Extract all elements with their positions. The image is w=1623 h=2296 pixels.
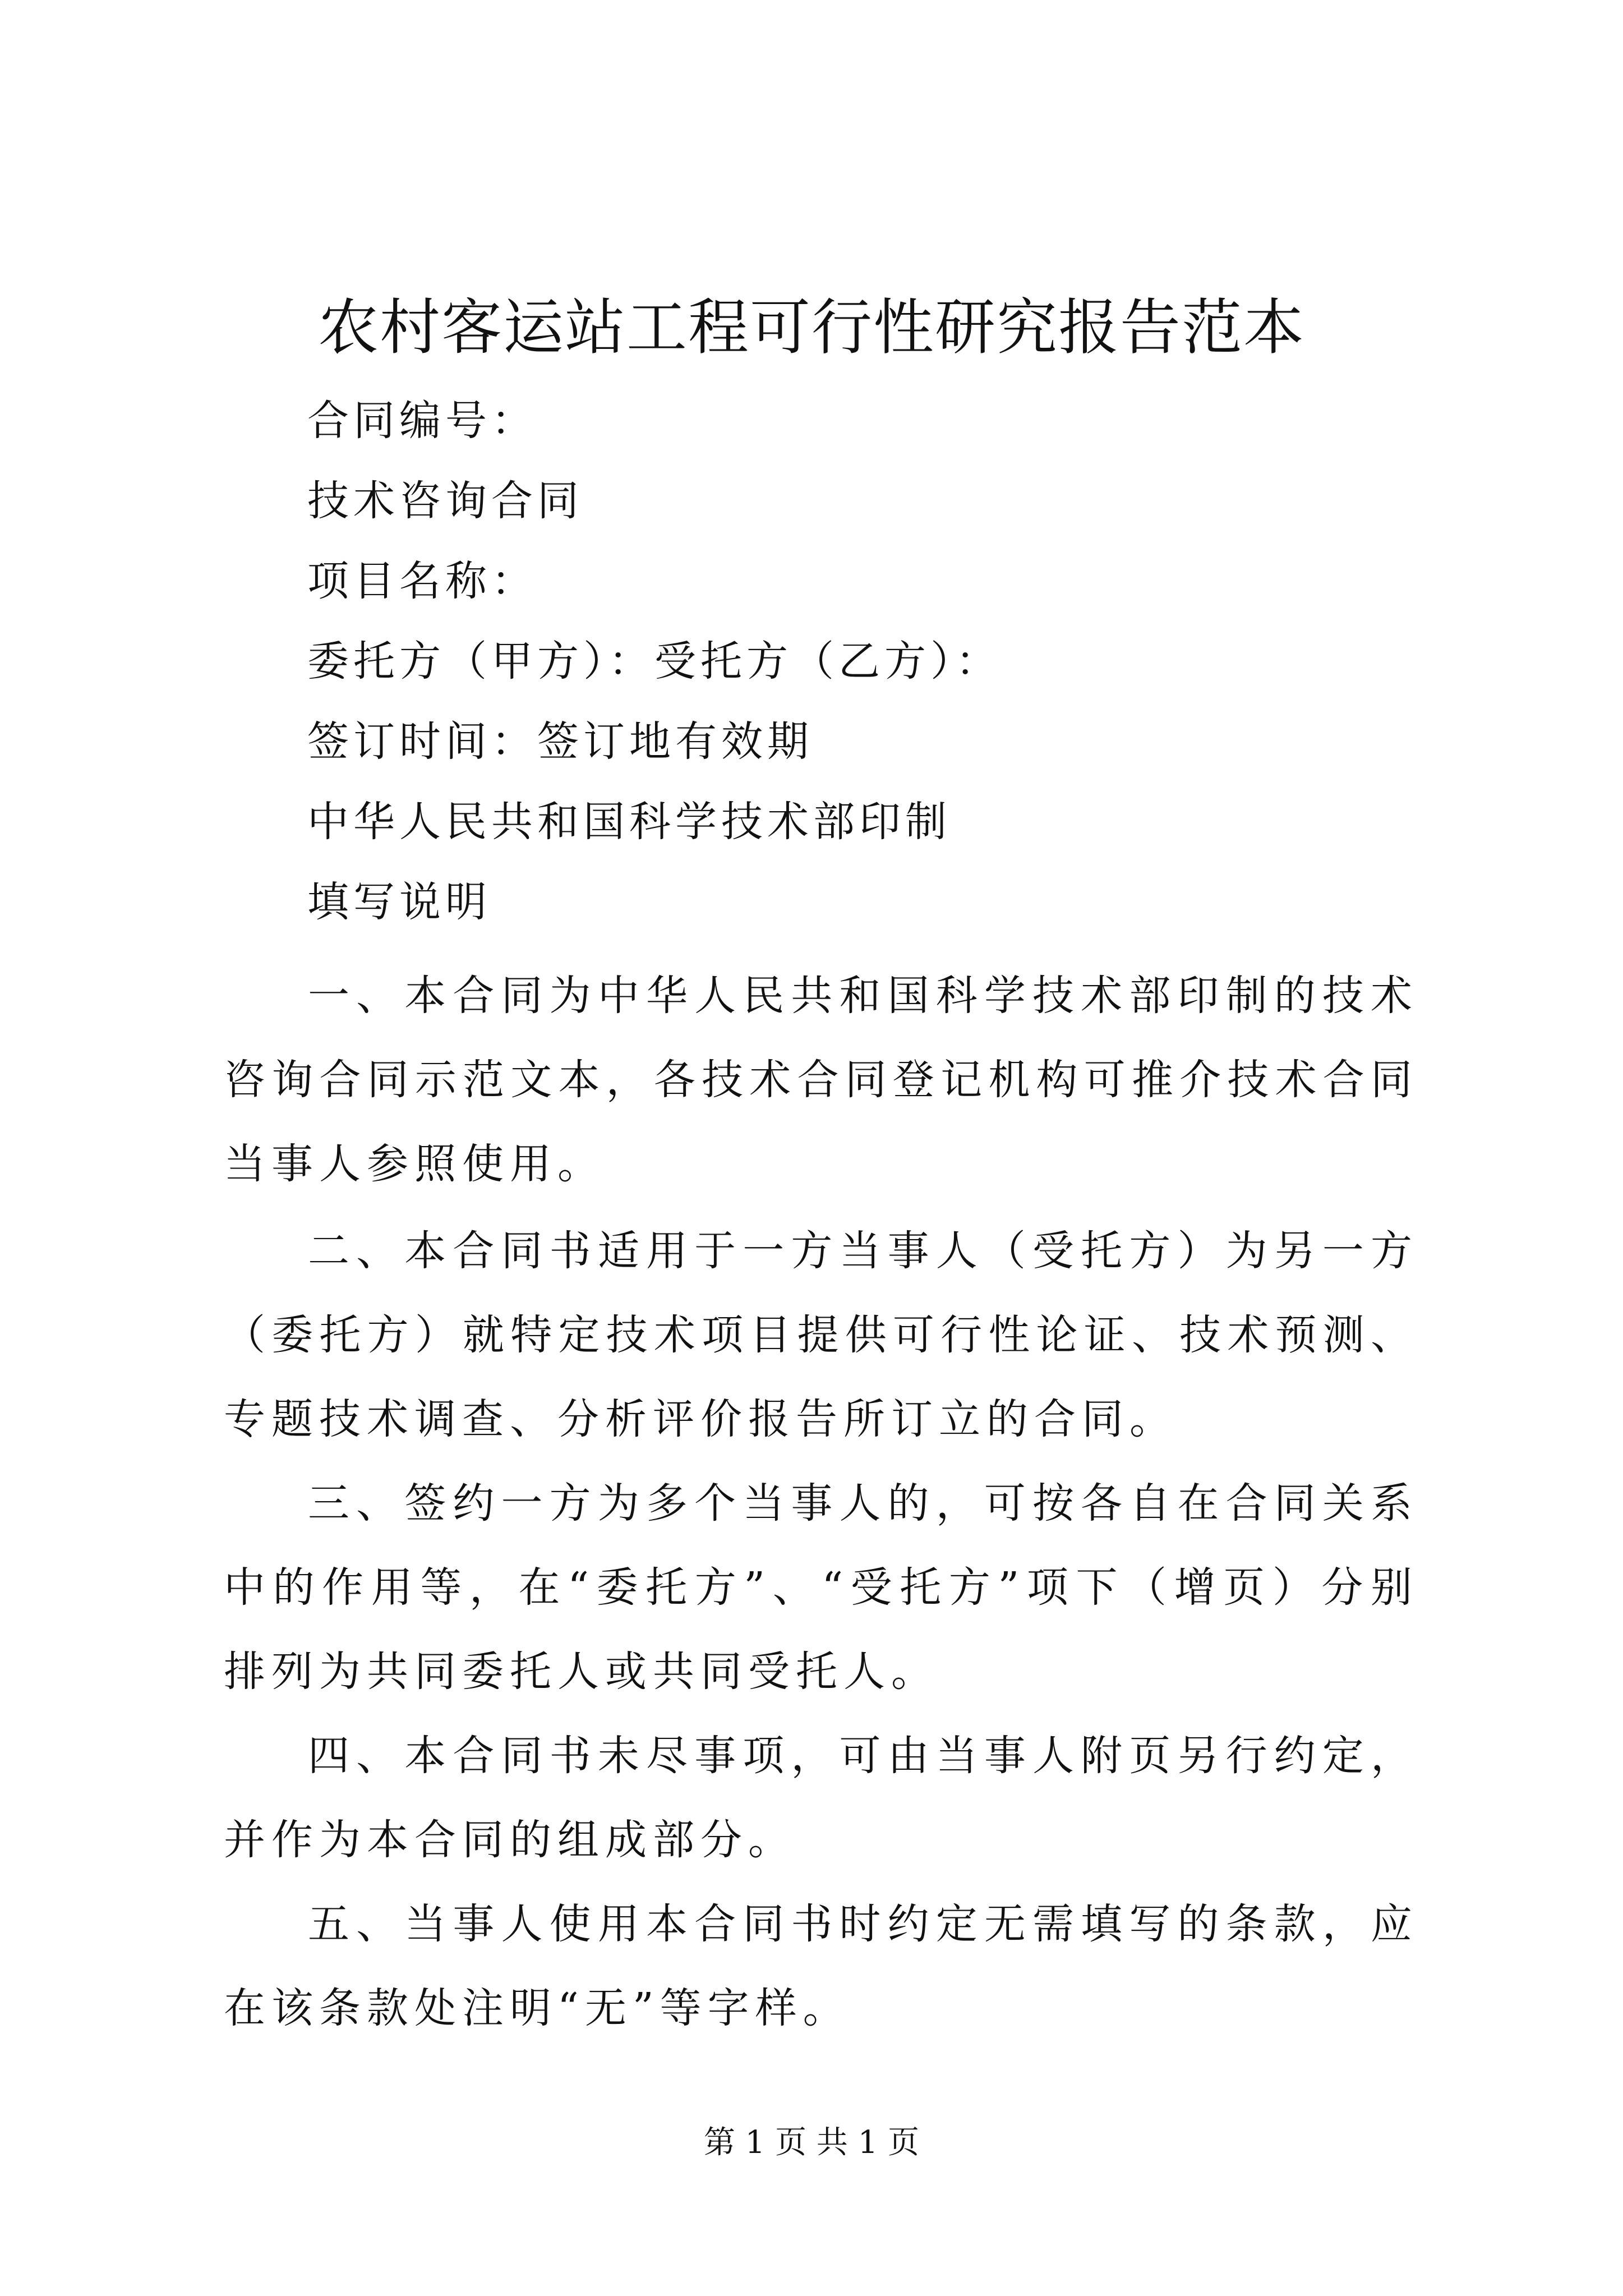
- page-footer: 第 1 页 共 1 页: [703, 2124, 920, 2161]
- contract-number-label: 合同编号：: [307, 397, 537, 445]
- instruction-paragraph-3: 三、签约一方为多个当事人的，可按各自在合同关系中的作用等，在“委托方”、“受托方”项下（增页）分别排列为共同委托人或共同受托人。: [224, 1479, 1418, 1696]
- contract-type-line: 技术咨询合同: [307, 477, 583, 525]
- instruction-paragraph-2: 二、本合同书适用于一方当事人（受托方）为另一方（委托方）就特定技术项目提供可行性论证、技术预测、专题技术调查、分析评价报告所订立的合同。: [224, 1227, 1418, 1443]
- signing-info-line: 签订时间：签订地有效期: [307, 717, 813, 766]
- parties-line: 委托方（甲方）：受托方（乙方）：: [307, 637, 1002, 685]
- document-title: 农村客运站工程可行性研究报告范本: [317, 293, 1305, 363]
- instruction-paragraph-4: 四、本合同书未尽事项，可由当事人附页另行约定，并作为本合同的组成部分。: [224, 1732, 1418, 1864]
- project-name-label: 项目名称：: [307, 557, 537, 605]
- issuer-line: 中华人民共和国科学技术部印制: [307, 798, 951, 846]
- instruction-paragraph-5: 五、当事人使用本合同书时约定无需填写的条款，应在该条款处注明“无”等字样。: [224, 1900, 1418, 2032]
- instruction-paragraph-1: 一、本合同为中华人民共和国科学技术部印制的技术咨询合同示范文本，各技术合同登记机构可推介技术合同当事人参照使用。: [224, 972, 1418, 1188]
- instructions-heading: 填写说明: [307, 878, 491, 926]
